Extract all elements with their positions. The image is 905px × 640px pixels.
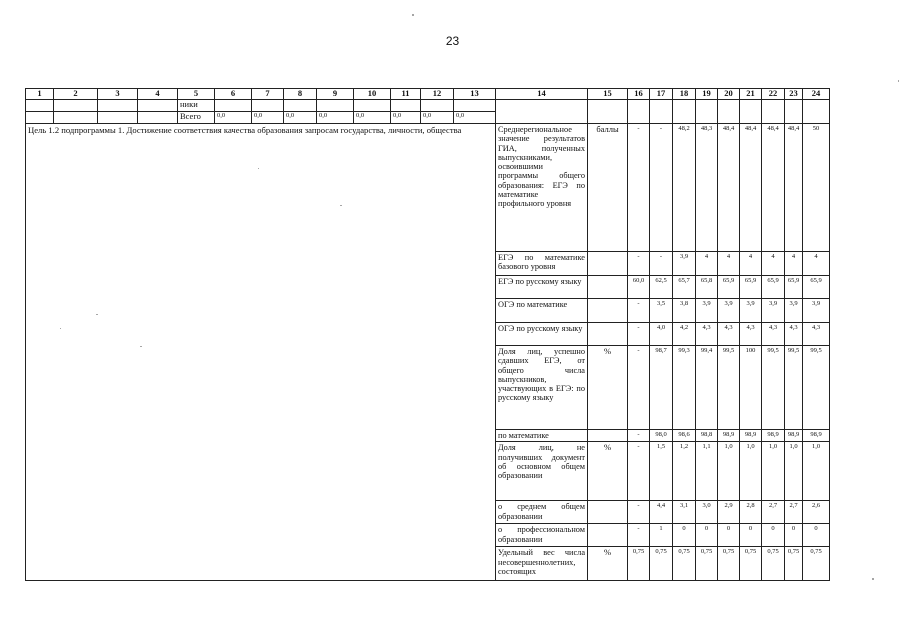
column-number: 2 <box>54 89 98 100</box>
value-cell: 4,4 <box>650 501 673 524</box>
value-cell: 3,9 <box>696 299 718 323</box>
value-cell: 1,2 <box>673 442 696 501</box>
value-cell: 99,5 <box>762 346 785 430</box>
indicator-name: ЕГЭ по математике базового уровня <box>496 252 588 276</box>
value-cell: - <box>628 323 650 346</box>
value-cell: 65,9 <box>718 276 740 299</box>
value-cell: 1,0 <box>718 442 740 501</box>
value-cell: 2,7 <box>762 501 785 524</box>
table-cell <box>421 100 454 112</box>
table-cell <box>26 112 54 124</box>
value-cell: 48,4 <box>762 124 785 252</box>
unit-cell <box>588 430 628 442</box>
table-cell <box>252 100 284 112</box>
column-number: 12 <box>421 89 454 100</box>
value-cell: 1,0 <box>803 442 830 501</box>
table-cell <box>718 100 740 112</box>
value-cell: 0 <box>673 524 696 547</box>
column-number: 9 <box>317 89 354 100</box>
total-label: Всего <box>178 112 215 124</box>
value-cell: 3,8 <box>673 299 696 323</box>
value-cell: 98,6 <box>673 430 696 442</box>
table-cell <box>803 112 830 124</box>
column-number: 8 <box>284 89 317 100</box>
value-cell: - <box>628 442 650 501</box>
total-value: 0,0 <box>354 112 391 124</box>
goal-cell: Цель 1.2 подпрограммы 1. Достижение соответствия качества образования запросам государства, личности, общества <box>26 124 496 581</box>
column-number: 1 <box>26 89 54 100</box>
value-cell: 3,1 <box>673 501 696 524</box>
table-cell <box>496 100 588 112</box>
value-cell: 0,75 <box>785 547 803 581</box>
value-cell: 4,3 <box>762 323 785 346</box>
indicator-name: ЕГЭ по русскому языку <box>496 276 588 299</box>
value-cell: 0 <box>803 524 830 547</box>
value-cell: 1,0 <box>740 442 762 501</box>
value-cell: 48,4 <box>785 124 803 252</box>
value-cell: 0,75 <box>650 547 673 581</box>
scan-speck <box>140 346 142 347</box>
table-cell <box>317 100 354 112</box>
value-cell: 0,75 <box>803 547 830 581</box>
value-cell: 48,4 <box>740 124 762 252</box>
value-cell: 48,4 <box>718 124 740 252</box>
table-cell <box>673 112 696 124</box>
value-cell: - <box>628 124 650 252</box>
value-cell: 3,9 <box>762 299 785 323</box>
table-cell <box>98 100 138 112</box>
total-value: 0,0 <box>215 112 252 124</box>
value-cell: 4,3 <box>785 323 803 346</box>
indicator-name: по математике <box>496 430 588 442</box>
indicator-name: о среднем общем образовании <box>496 501 588 524</box>
value-cell: 4,3 <box>740 323 762 346</box>
value-cell: 4 <box>762 252 785 276</box>
table-cell <box>803 100 830 112</box>
table-cell <box>98 112 138 124</box>
value-cell: 0 <box>762 524 785 547</box>
value-cell: 60,0 <box>628 276 650 299</box>
value-cell: 4 <box>803 252 830 276</box>
value-cell: 98,9 <box>718 430 740 442</box>
value-cell: 48,2 <box>673 124 696 252</box>
value-cell: 65,9 <box>803 276 830 299</box>
column-number: 17 <box>650 89 673 100</box>
value-cell: 50 <box>803 124 830 252</box>
value-cell: 2,8 <box>740 501 762 524</box>
unit-cell: % <box>588 547 628 581</box>
page-number: 23 <box>445 34 460 48</box>
value-cell: 0 <box>785 524 803 547</box>
column-number: 22 <box>762 89 785 100</box>
value-cell: 98,9 <box>762 430 785 442</box>
value-cell: 98,9 <box>803 430 830 442</box>
value-cell: 48,3 <box>696 124 718 252</box>
value-cell: 0,75 <box>673 547 696 581</box>
total-value: 0,0 <box>284 112 317 124</box>
unit-cell <box>588 524 628 547</box>
unit-cell: % <box>588 346 628 430</box>
value-cell: 4,0 <box>650 323 673 346</box>
value-cell: - <box>628 430 650 442</box>
indicator-name: ОГЭ по математике <box>496 299 588 323</box>
unit-cell: баллы <box>588 124 628 252</box>
indicator-name: Среднерегиональное значение результатов ГИА, полученных выпускниками, освоившими программы общего образования: ЕГЭ по математике профильного уровня <box>496 124 588 252</box>
value-cell: 99,3 <box>673 346 696 430</box>
column-number: 14 <box>496 89 588 100</box>
table-cell <box>138 112 178 124</box>
value-cell: - <box>650 124 673 252</box>
value-cell: 65,8 <box>696 276 718 299</box>
scan-speck <box>872 578 874 580</box>
indicator-row <box>26 124 830 252</box>
scan-speck <box>412 14 414 16</box>
column-number: 20 <box>718 89 740 100</box>
total-value: 0,0 <box>317 112 354 124</box>
column-number: 7 <box>252 89 284 100</box>
value-cell: 4,3 <box>718 323 740 346</box>
value-cell: 0 <box>718 524 740 547</box>
column-number: 15 <box>588 89 628 100</box>
total-value: 0,0 <box>391 112 421 124</box>
value-cell: 4 <box>785 252 803 276</box>
table-cell <box>673 100 696 112</box>
column-number: 6 <box>215 89 252 100</box>
value-cell: 98,7 <box>650 346 673 430</box>
table-cell <box>215 100 252 112</box>
scan-speck <box>96 314 98 315</box>
indicator-table <box>25 88 830 581</box>
table-cell <box>740 112 762 124</box>
column-number: 18 <box>673 89 696 100</box>
table-cell <box>785 112 803 124</box>
value-cell: 4 <box>718 252 740 276</box>
value-cell: 0,75 <box>628 547 650 581</box>
column-number: 23 <box>785 89 803 100</box>
value-cell: 99,5 <box>803 346 830 430</box>
table-cell <box>454 100 496 112</box>
unit-cell <box>588 501 628 524</box>
value-cell: - <box>628 346 650 430</box>
column-number: 24 <box>803 89 830 100</box>
value-cell: 98,9 <box>740 430 762 442</box>
table-cell <box>650 112 673 124</box>
value-cell: 65,7 <box>673 276 696 299</box>
table-cell <box>284 100 317 112</box>
table-cell <box>496 112 588 124</box>
indicator-name: о профессиональном образовании <box>496 524 588 547</box>
value-cell: 0,75 <box>718 547 740 581</box>
value-cell: 2,6 <box>803 501 830 524</box>
table-cell <box>696 112 718 124</box>
column-number: 19 <box>696 89 718 100</box>
table-cell <box>696 100 718 112</box>
value-cell: 98,8 <box>696 430 718 442</box>
table-cell <box>588 112 628 124</box>
value-cell: 62,5 <box>650 276 673 299</box>
scan-speck <box>60 328 61 329</box>
unit-cell <box>588 276 628 299</box>
value-cell: - <box>628 299 650 323</box>
total-value: 0,0 <box>252 112 284 124</box>
column-number: 21 <box>740 89 762 100</box>
value-cell: 3,0 <box>696 501 718 524</box>
value-cell: 98,0 <box>650 430 673 442</box>
source-fragment: ники <box>178 100 215 112</box>
value-cell: 0 <box>696 524 718 547</box>
column-number: 4 <box>138 89 178 100</box>
value-cell: 0,75 <box>740 547 762 581</box>
value-cell: 0 <box>740 524 762 547</box>
unit-cell <box>588 299 628 323</box>
unit-cell <box>588 252 628 276</box>
value-cell: 1,0 <box>785 442 803 501</box>
table-cell <box>54 100 98 112</box>
scan-speck <box>258 168 259 169</box>
value-cell: - <box>650 252 673 276</box>
scan-speck <box>898 80 899 82</box>
continuation-row <box>26 100 830 112</box>
value-cell: - <box>628 524 650 547</box>
column-number: 16 <box>628 89 650 100</box>
value-cell: 65,9 <box>762 276 785 299</box>
table-cell <box>762 112 785 124</box>
scan-speck <box>340 205 342 206</box>
value-cell: 4 <box>696 252 718 276</box>
column-number: 5 <box>178 89 215 100</box>
value-cell: 3,9 <box>673 252 696 276</box>
value-cell: 2,9 <box>718 501 740 524</box>
value-cell: 3,9 <box>740 299 762 323</box>
column-number: 13 <box>454 89 496 100</box>
table-cell <box>628 112 650 124</box>
total-row <box>26 112 830 124</box>
unit-cell <box>588 323 628 346</box>
table-cell <box>740 100 762 112</box>
value-cell: 0,75 <box>696 547 718 581</box>
value-cell: 3,5 <box>650 299 673 323</box>
column-number: 10 <box>354 89 391 100</box>
value-cell: 0,75 <box>762 547 785 581</box>
value-cell: 4,3 <box>803 323 830 346</box>
value-cell: - <box>628 252 650 276</box>
value-cell: 1,5 <box>650 442 673 501</box>
indicator-name: Доля лиц, не получивших документ об основном общем образовании <box>496 442 588 501</box>
table-cell <box>138 100 178 112</box>
table-cell <box>354 100 391 112</box>
table-cell <box>628 100 650 112</box>
indicator-name: Доля лиц, успешно сдавших ЕГЭ, от общего числа выпускников, участвующих в ЕГЭ: по русскому языку <box>496 346 588 430</box>
value-cell: 3,9 <box>718 299 740 323</box>
value-cell: 3,9 <box>785 299 803 323</box>
indicator-name: ОГЭ по русскому языку <box>496 323 588 346</box>
column-number: 11 <box>391 89 421 100</box>
value-cell: 98,9 <box>785 430 803 442</box>
value-cell: 65,9 <box>785 276 803 299</box>
value-cell: 65,9 <box>740 276 762 299</box>
indicator-name: Удельный вес числа несовершеннолетних, состоящих <box>496 547 588 581</box>
table-cell <box>762 100 785 112</box>
total-value: 0,0 <box>421 112 454 124</box>
table-cell <box>54 112 98 124</box>
unit-cell: % <box>588 442 628 501</box>
value-cell: 99,5 <box>785 346 803 430</box>
value-cell: 3,9 <box>803 299 830 323</box>
column-number-row <box>26 89 830 100</box>
table-cell <box>785 100 803 112</box>
table-cell <box>26 100 54 112</box>
table-cell <box>391 100 421 112</box>
value-cell: - <box>628 501 650 524</box>
value-cell: 100 <box>740 346 762 430</box>
value-cell: 4,3 <box>696 323 718 346</box>
table-cell <box>718 112 740 124</box>
value-cell: 2,7 <box>785 501 803 524</box>
total-value: 0,0 <box>454 112 496 124</box>
value-cell: 1,1 <box>696 442 718 501</box>
column-number: 3 <box>98 89 138 100</box>
value-cell: 99,5 <box>718 346 740 430</box>
value-cell: 4 <box>740 252 762 276</box>
value-cell: 99,4 <box>696 346 718 430</box>
value-cell: 4,2 <box>673 323 696 346</box>
value-cell: 1 <box>650 524 673 547</box>
table-cell <box>588 100 628 112</box>
table-cell <box>650 100 673 112</box>
value-cell: 1,0 <box>762 442 785 501</box>
